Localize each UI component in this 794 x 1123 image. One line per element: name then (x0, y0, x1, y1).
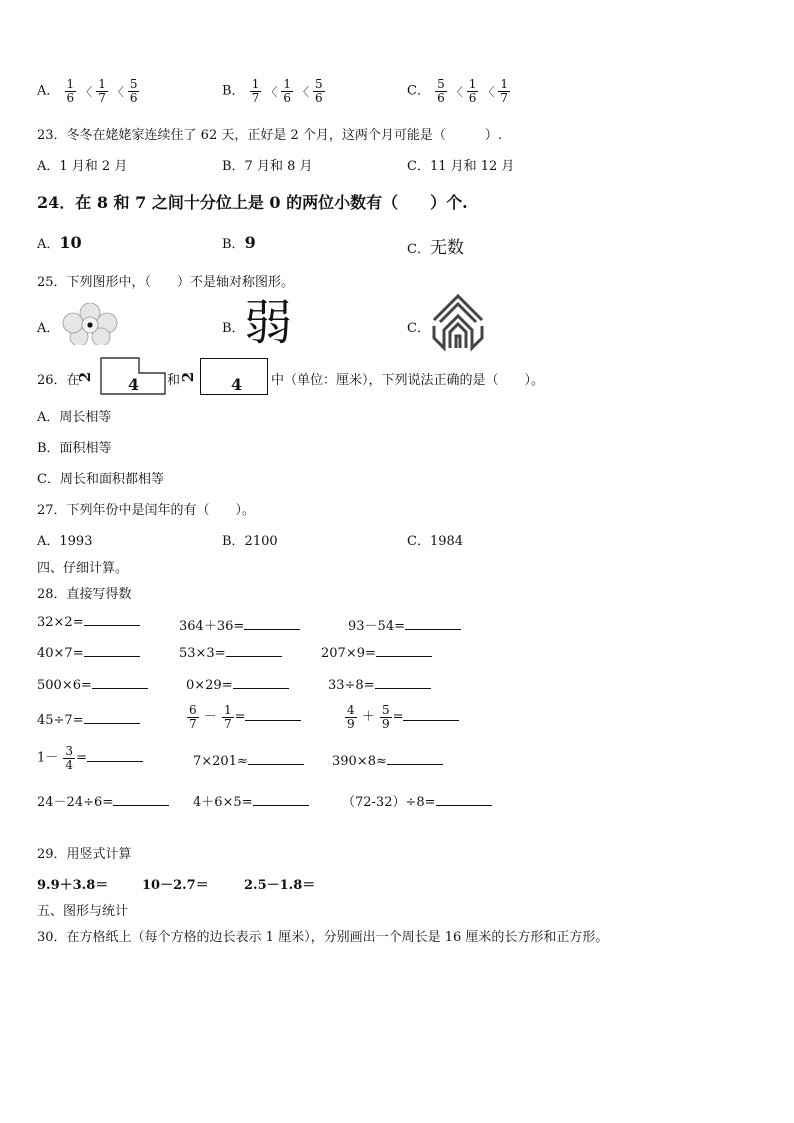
fraction: $\frac{1}{7}$ (251, 77, 260, 105)
less-than-sign: 〈 (297, 84, 310, 99)
shape2-width-label: 4 (231, 375, 243, 394)
q29-item-2[interactable]: 10－2.7＝ (142, 878, 209, 893)
q27-option-c[interactable]: C．1984 (407, 534, 464, 549)
q29-item-3[interactable]: 2.5－1.8＝ (244, 878, 316, 893)
q22-option-a[interactable] (37, 78, 140, 104)
q22-option-c[interactable] (407, 78, 511, 104)
section-5-heading: 五、图形与统计 (37, 904, 129, 919)
weak-character: 弱 (244, 295, 293, 351)
q29-stem: 29．用竖式计算 (37, 847, 132, 862)
q28-r5-e1[interactable]: 1－ $\frac{3}{4}$ = (37, 745, 143, 771)
fraction: $\frac{5}{6}$ (129, 77, 138, 105)
fraction: $\frac{1}{6}$ (468, 77, 477, 105)
fraction: $\frac{1}{6}$ (66, 77, 75, 105)
shape2-height-label: 2 (179, 371, 198, 383)
fraction: $\frac{6}{7}$ (189, 703, 197, 731)
q26-mid: 和 (167, 373, 181, 388)
option-value: 9 (244, 233, 256, 252)
q29-item-1[interactable]: 9.9＋3.8＝ (37, 878, 109, 893)
q28-r2-e1[interactable]: 40×7= (37, 646, 140, 661)
fraction: $\frac{1}{7}$ (98, 77, 106, 105)
q28-r3-e2[interactable]: 0×29= (186, 678, 289, 693)
q28-r4-e3[interactable]: $\frac{4}{9}$ ＋ $\frac{5}{9}$ = (344, 704, 459, 730)
fraction: $\frac{3}{4}$ (65, 744, 74, 772)
less-than-sign: 〈 (450, 84, 463, 99)
option-value: 无数 (429, 238, 464, 258)
fraction: $\frac{1}{7}$ (500, 77, 509, 105)
q23-option-a[interactable]: A．1 月和 2 月 (37, 159, 128, 174)
q26-option-c[interactable]: C．周长和面积都相等 (37, 472, 164, 487)
q24-stem: 24．在 8 和 7 之间十分位上是 0 的两位小数有（ ）个. (37, 193, 468, 212)
fraction: $\frac{1}{6}$ (283, 77, 291, 105)
q28-r1-e3[interactable]: 93－54= (348, 615, 461, 634)
option-letter: A． (37, 83, 60, 99)
q28-r4-e2[interactable]: $\frac{6}{7}$ － $\frac{1}{7}$ = (186, 704, 301, 730)
option-letter: C． (407, 83, 430, 99)
q28-r5-e3[interactable]: 390×8≈ (332, 754, 443, 769)
q23-option-b[interactable]: B．7 月和 8 月 (222, 159, 313, 174)
q26-post: 中（单位：厘米），下列说法正确的是（ ）。 (271, 373, 545, 388)
q25-option-a[interactable]: A． (37, 321, 60, 336)
q28-r6-e3[interactable]: （72-32）÷8= (342, 791, 492, 810)
q28-r2-e2[interactable]: 53×3= (179, 646, 282, 661)
fraction: $\frac{5}{6}$ (437, 77, 445, 105)
q28-r6-e2[interactable]: 4＋6×5= (193, 791, 309, 810)
q28-stem: 28．直接写得数 (37, 587, 132, 602)
q27-option-b[interactable]: B．2100 (222, 534, 278, 549)
q28-r4-e1[interactable]: 45÷7= (37, 713, 140, 728)
q25-option-c[interactable]: C． (407, 321, 430, 336)
option-letter: A． (37, 237, 60, 252)
option-value: 10 (59, 233, 82, 252)
q28-r1-e2[interactable]: 364＋36= (179, 615, 300, 634)
fraction: $\frac{5}{6}$ (315, 77, 323, 105)
maze-logo-icon (430, 292, 486, 352)
q30-stem: 30．在方格纸上（每个方格的边长表示 1 厘米），分别画出一个周长是 16 厘米的长方形和正方形。 (37, 930, 609, 945)
fraction: $\frac{1}{7}$ (223, 703, 232, 731)
option-letter: B． (222, 83, 245, 99)
q26-pre: 26．在 (37, 373, 80, 388)
fraction: $\frac{4}{9}$ (347, 703, 355, 731)
q26-option-a[interactable]: A．周长相等 (37, 410, 112, 425)
shape1-height-label: 2 (76, 371, 95, 383)
q23-stem: 23．冬冬在姥姥家连续住了 62 天，正好是 2 个月，这两个月可能是（ ）. (37, 128, 503, 143)
option-letter: B． (222, 237, 245, 252)
q24-option-b[interactable] (222, 233, 256, 252)
q28-r6-e1[interactable]: 24－24÷6= (37, 791, 169, 810)
q26-option-b[interactable]: B．面积相等 (37, 441, 112, 456)
fraction: $\frac{5}{9}$ (381, 703, 390, 731)
q24-option-c[interactable] (407, 233, 464, 258)
q28-r3-e3[interactable]: 33÷8= (328, 678, 431, 693)
q24-option-a[interactable] (37, 233, 82, 252)
section-4-heading: 四、仔细计算。 (37, 561, 129, 576)
q25-stem: 25．下列图形中，（ ）不是轴对称图形。 (37, 275, 295, 290)
less-than-sign: 〈 (482, 84, 495, 99)
q27-option-a[interactable]: A．1993 (37, 534, 93, 549)
less-than-sign: 〈 (111, 84, 124, 99)
option-letter: C． (407, 242, 430, 257)
flower-icon (62, 303, 118, 345)
q27-stem: 27．下列年份中是闰年的有（ ）。 (37, 503, 256, 518)
q25-option-b[interactable]: B． (222, 321, 245, 336)
q28-r3-e1[interactable]: 500×6= (37, 678, 148, 693)
q23-option-c[interactable]: C．11 月和 12 月 (407, 159, 515, 174)
q28-r1-e1[interactable]: 32×2= (37, 615, 140, 630)
q28-r5-e2[interactable]: 7×201≈ (193, 754, 304, 769)
less-than-sign: 〈 (80, 84, 93, 99)
q28-r2-e3[interactable]: 207×9= (321, 646, 432, 661)
less-than-sign: 〈 (265, 84, 278, 99)
q22-option-b[interactable] (222, 78, 326, 104)
shape1-width-label: 4 (128, 375, 140, 394)
